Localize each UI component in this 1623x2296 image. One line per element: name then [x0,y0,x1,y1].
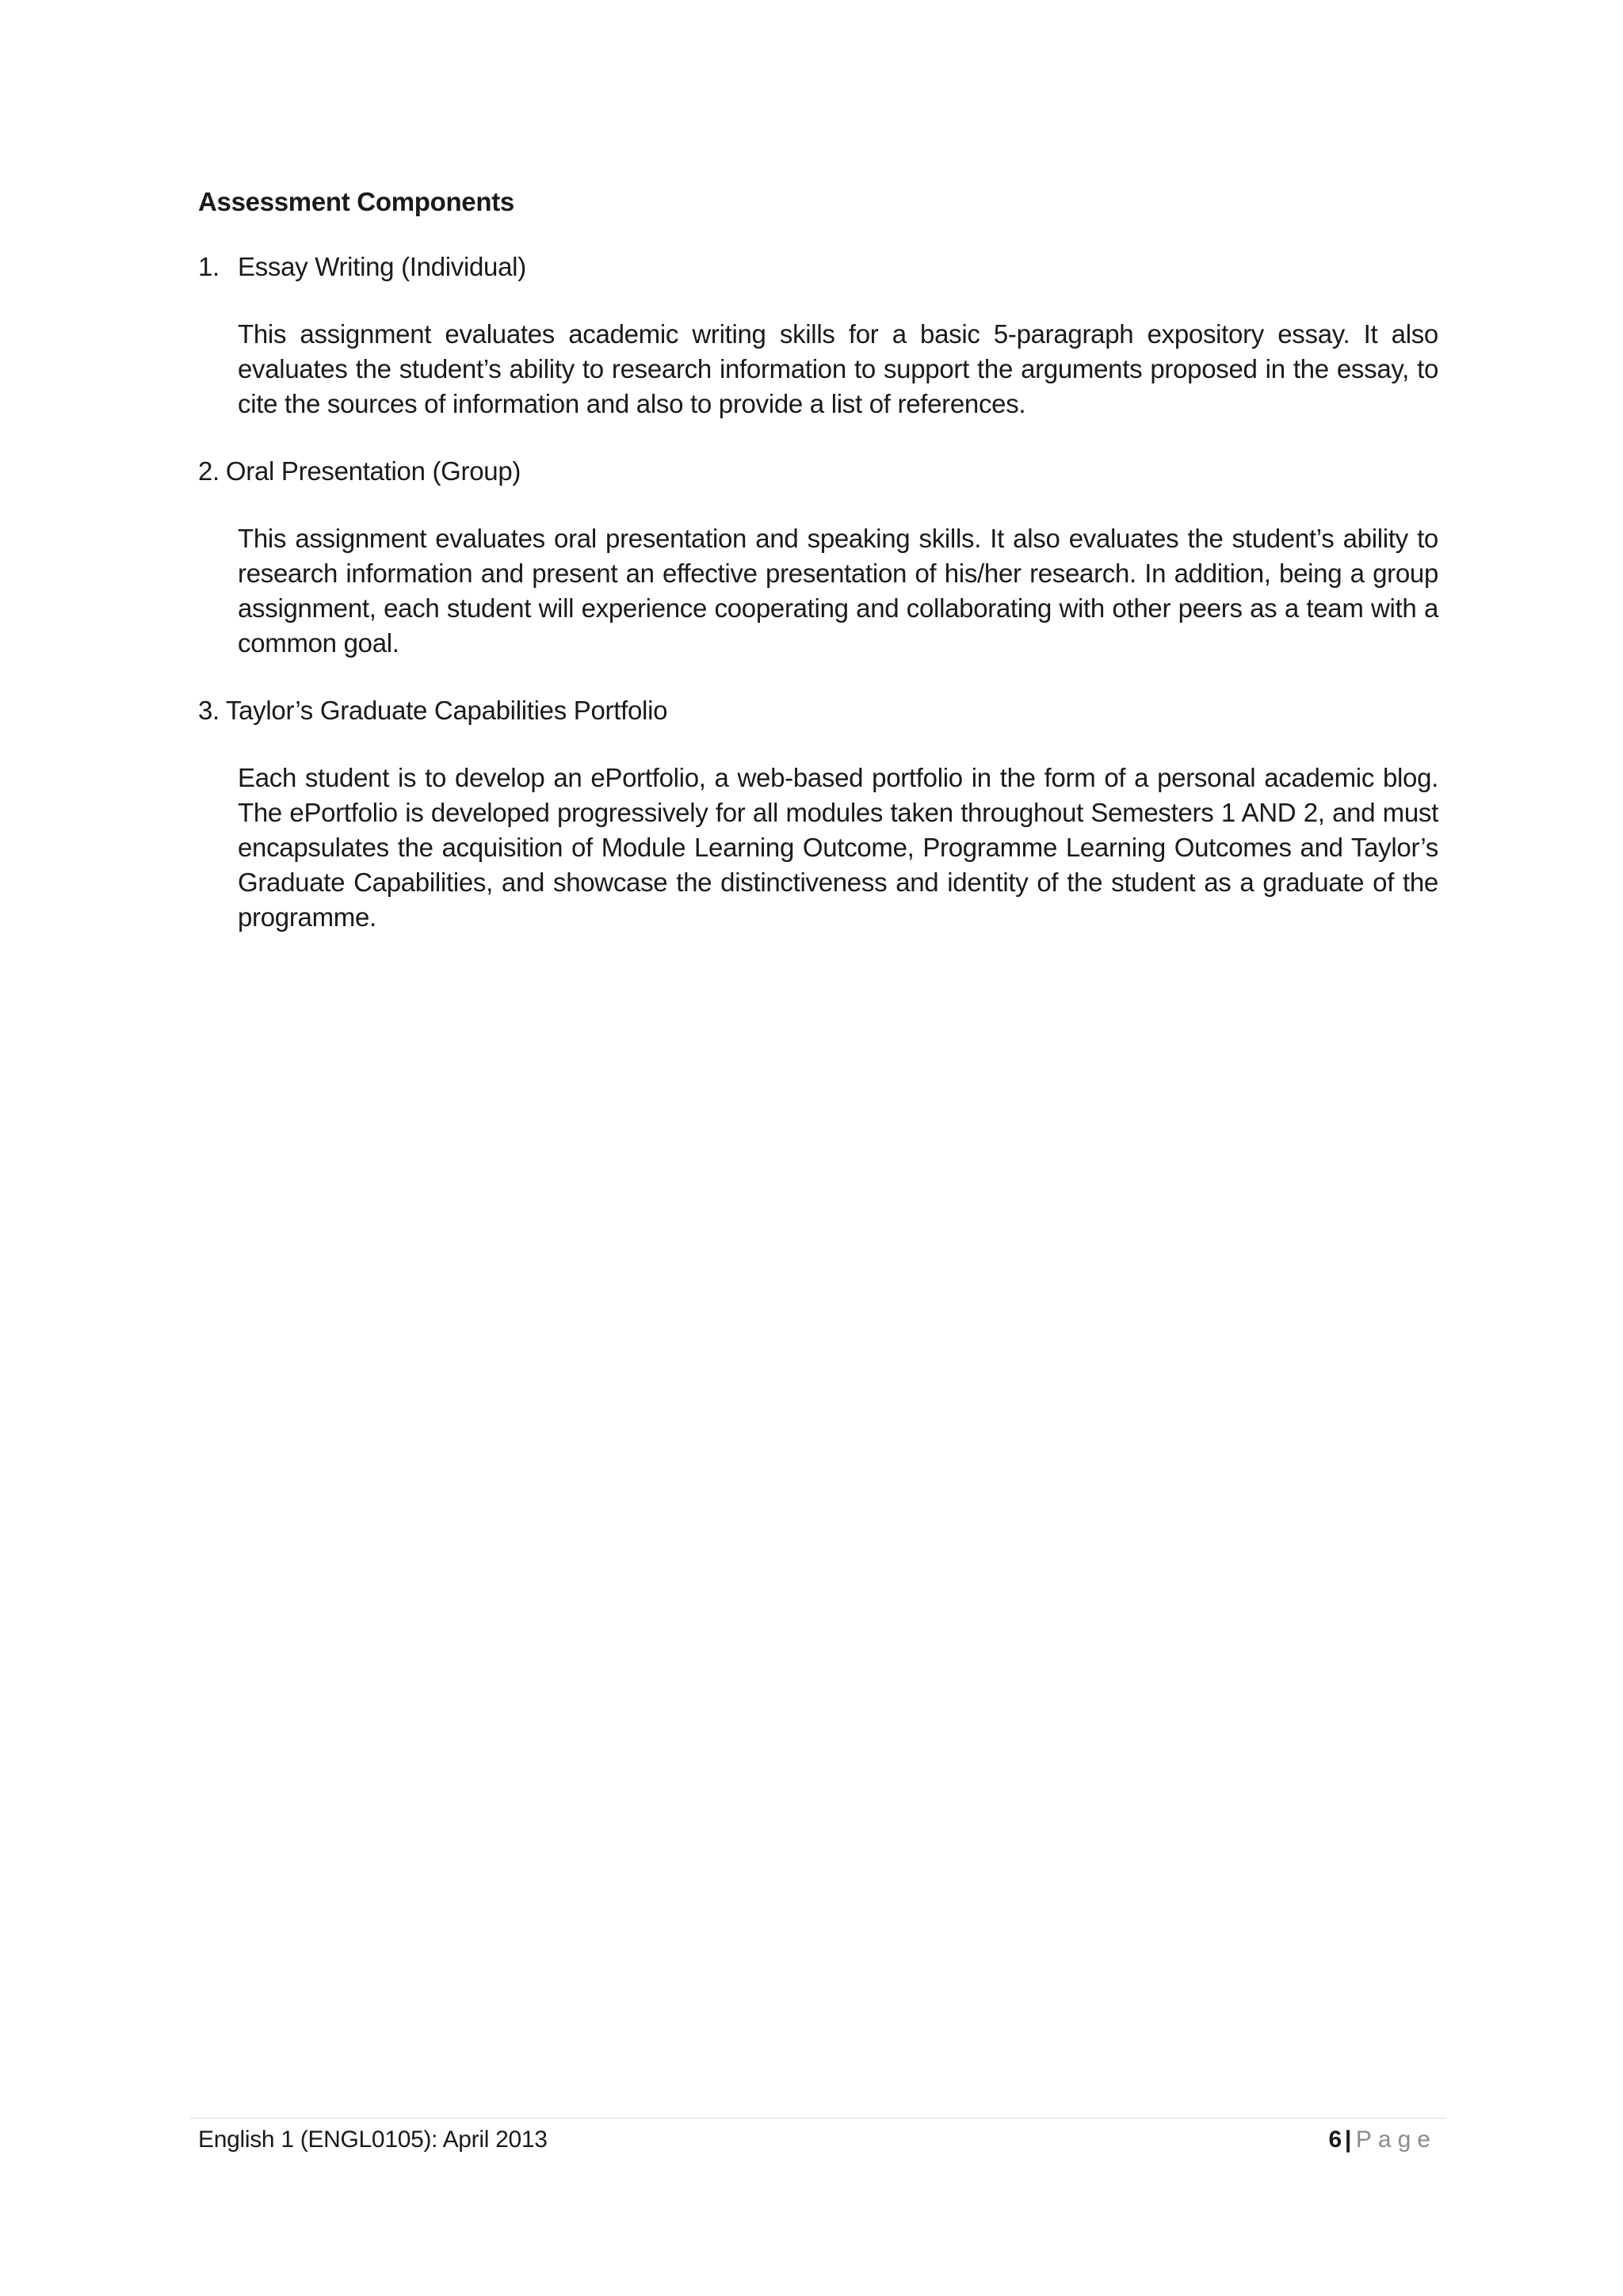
component-number: 2. [198,456,220,486]
component-number: 3. [198,696,220,725]
footer-course-label: English 1 (ENGL0105): April 2013 [198,2126,548,2153]
component-title: Oral Presentation (Group) [225,456,521,486]
page-footer [190,2118,1446,2153]
footer-page-indicator [1328,2126,1437,2153]
component-number: 1. [198,252,220,281]
page-number: 6 [1328,2126,1342,2153]
page-separator: | [1344,2126,1351,2153]
component-heading [198,252,1438,282]
page-content [198,187,1438,970]
component-oral-presentation [198,456,1438,661]
page-word: Page [1355,2126,1437,2153]
component-portfolio [198,696,1438,935]
component-description: This assignment evaluates oral presentation and speaking skills. It also evaluates the student’s ability to research information and present an effective presentation of his/her research. In addition, being a group assignment, each student will experience cooperating and collaborating with other peers as a team with a common goal. [238,524,1438,658]
component-description: This assignment evaluates academic writing skills for a basic 5-paragraph expository essay. It also evaluates the student’s ability to research information to support the arguments proposed in the essay, to cite the sources of information and also to provide a list of references. [238,319,1438,418]
component-essay-writing [198,252,1438,421]
component-heading [198,456,1438,486]
component-description: Each student is to develop an ePortfolio, a web-based portfolio in the form of a personal academic blog. The ePortfolio is developed progressively for all modules taken throughout Semesters 1 AND 2, and must encapsulates the acquisition of Module Learning Outcome, Programme Learning Outcomes and Taylor’s Graduate Capabilities, and showcase the distinctiveness and identity of the student as a graduate of the programme. [238,763,1438,932]
component-title: Essay Writing (Individual) [238,252,526,281]
component-heading [198,696,1438,726]
component-title: Taylor’s Graduate Capabilities Portfolio [225,696,668,725]
section-title: Assessment Components [198,187,514,216]
